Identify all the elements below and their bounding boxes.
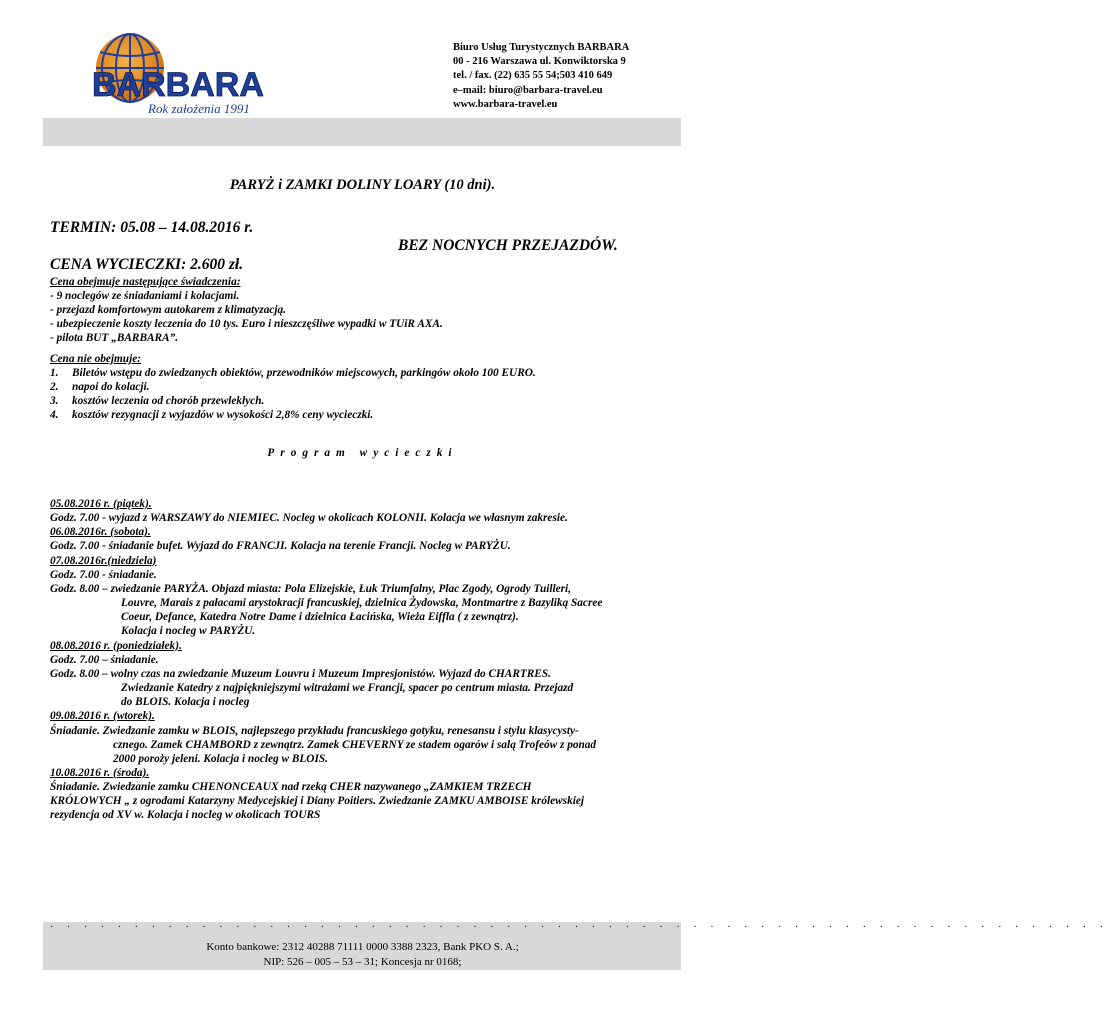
company-website[interactable]: www.barbara-travel.eu (453, 98, 558, 110)
day-date: 06.08.2016r. (sobota). (50, 526, 151, 539)
list-item (50, 408, 536, 422)
company-address: 00 - 216 Warszawa ul. Konwiktorska 9 (453, 56, 626, 68)
list-item: - pilota BUT „BARBARA”. (50, 332, 179, 345)
day-line: Godz. 7.00 – śniadanie. (50, 653, 159, 666)
item-text: kosztów leczenia od chorób przewlekłych. (72, 395, 265, 408)
trip-title: PARYŻ i ZAMKI DOLINY LOARY (10 dni). (229, 177, 496, 193)
day-line: Godz. 7.00 - śniadanie bufet. Wyjazd do FRANCJI. Kolacja na terenie Francji. Nocleg w PARYŻU. (50, 540, 511, 553)
program-heading: Program wycieczki (267, 447, 458, 459)
included-section (50, 275, 443, 345)
day-line: rezydencja od XV w. Kolacja i nocleg w okolicach TOURS (50, 809, 321, 822)
footer-dotted-rule: · · · · · · · · · · · · · · · · · · · · · · · · · · · · · · · · · · · · · · · · · · · · · · · · · · · · · · · · · · · · · · · (50, 922, 1109, 933)
company-email[interactable]: e–mail: biuro@barbara-travel.eu (453, 84, 603, 96)
logo-wordmark: BARBARA (92, 66, 264, 104)
list-item: - przejazd komfortowym autokarem z klimatyzacją. (50, 304, 286, 317)
included-heading: Cena obejmuje następujące świadczenia: (50, 276, 241, 288)
list-item: - ubezpieczenie koszty leczenia do 10 tys. Euro i nieszczęśliwe wypadki w TUiR AXA. (50, 318, 443, 331)
barbara-logo (72, 30, 272, 125)
list-item: - 9 noclegów ze śniadaniami i kolacjami. (50, 290, 240, 303)
company-name: Biuro Usług Turystycznych BARBARA (453, 42, 630, 53)
no-night-travel: BEZ NOCNYCH PRZEJAZDÓW. (398, 237, 618, 254)
item-number: 1. (50, 367, 59, 380)
day-line: do BLOIS. Kolacja i nocleg (121, 696, 250, 709)
header-band (43, 118, 681, 146)
company-phone: tel. / fax. (22) 635 55 54;503 410 649 (453, 70, 613, 82)
trip-price: CENA WYCIECZKI: 2.600 zł. (50, 256, 244, 273)
item-number: 2. (50, 381, 59, 394)
day-line: Godz. 8.00 – wolny czas na zwiedzanie Muzeum Louvru i Muzeum Impresjonistów. Wyjazd do CHARTRES. (50, 667, 551, 680)
tax-license: NIP: 526 – 005 – 53 – 31; Koncesja nr 0168; (263, 956, 462, 968)
excluded-section (50, 352, 536, 422)
day-line: Godz. 8.00 – zwiedzanie PARYŻA. Objazd miasta: Pola Elizejskie, Łuk Triumfalny, Plac Zgody, Ogrody Tuilleri, (50, 582, 572, 595)
trip-dates: TERMIN: 05.08 – 14.08.2016 r. (50, 219, 254, 236)
bank-account: Konto bankowe: 2312 40288 71111 0000 3388 2323, Bank PKO S. A.; (206, 941, 519, 953)
day-date: 10.08.2016 r. (środa). (50, 766, 150, 779)
day-line: Śniadanie. Zwiedzanie zamku CHENONCEAUX nad rzeką CHER nazywanego „ZAMKIEM TRZECH (50, 781, 532, 794)
day-date: 09.08.2016 r. (wtorek). (50, 710, 155, 723)
day-line: Godz. 7.00 - śniadanie. (50, 568, 157, 581)
item-number: 4. (50, 409, 59, 422)
item-text: kosztów rezygnacji z wyjazdów w wysokości 2,8% ceny wycieczki. (72, 409, 374, 422)
day-line: Louvre, Marais z pałacami arystokracji francuskiej, dzielnica Żydowska, Montmartre z Bazyliką Sacree (121, 597, 603, 610)
day-date: 05.08.2016 r. (piątek). (50, 498, 152, 510)
day-line: Zwiedzanie Katedry z najpiękniejszymi witrażami we Francji, spacer po centrum miasta. Przejazd (121, 682, 574, 695)
company-info (453, 41, 629, 112)
logo-tagline: Rok założenia 1991 (148, 101, 250, 116)
item-number: 3. (50, 395, 59, 408)
footer-info (0, 940, 725, 970)
day-line: Godz. 7.00 - wyjazd z WARSZAWY do NIEMIEC. Nocleg w okolicach KOLONII. Kolacja we własnym zakresie. (50, 512, 568, 525)
list-item (50, 380, 536, 394)
item-text: Biletów wstępu do zwiedzanych obiektów, przewodników miejscowych, parkingów około 100 EURO. (72, 367, 536, 380)
day-date: 08.08.2016 r. (poniedziałek). (50, 639, 182, 652)
day-line: Kolacja i nocleg w PARYŻU. (121, 625, 256, 638)
day-line: cznego. Zamek CHAMBORD z zewnątrz. Zamek CHEVERNY ze stadem ogarów i salą Trofeów z ponad (113, 738, 597, 751)
list-item (50, 394, 536, 408)
itinerary (50, 497, 690, 823)
day-line: 2000 poroży jeleni. Kolacja i nocleg w BLOIS. (113, 752, 328, 765)
day-line: Śniadanie. Zwiedzanie zamku w BLOIS, najlepszego przykładu francuskiego gotyku, renesansu i stylu klasycysty- (50, 724, 579, 737)
list-item (50, 366, 536, 380)
item-text: napoi do kolacji. (72, 381, 150, 394)
day-line: KRÓLOWYCH „ z ogrodami Katarzyny Medycejskiej i Diany Poitiers. Zwiedzanie ZAMKU AMBOISE królewskiej (50, 795, 585, 808)
excluded-heading: Cena nie obejmuje: (50, 353, 141, 365)
day-date: 07.08.2016r.(niedziela) (50, 554, 157, 567)
day-line: Coeur, Defance, Katedra Notre Dame i dzielnica Łacińska, Wieża Eiffla ( z zewnątrz). (121, 611, 519, 624)
